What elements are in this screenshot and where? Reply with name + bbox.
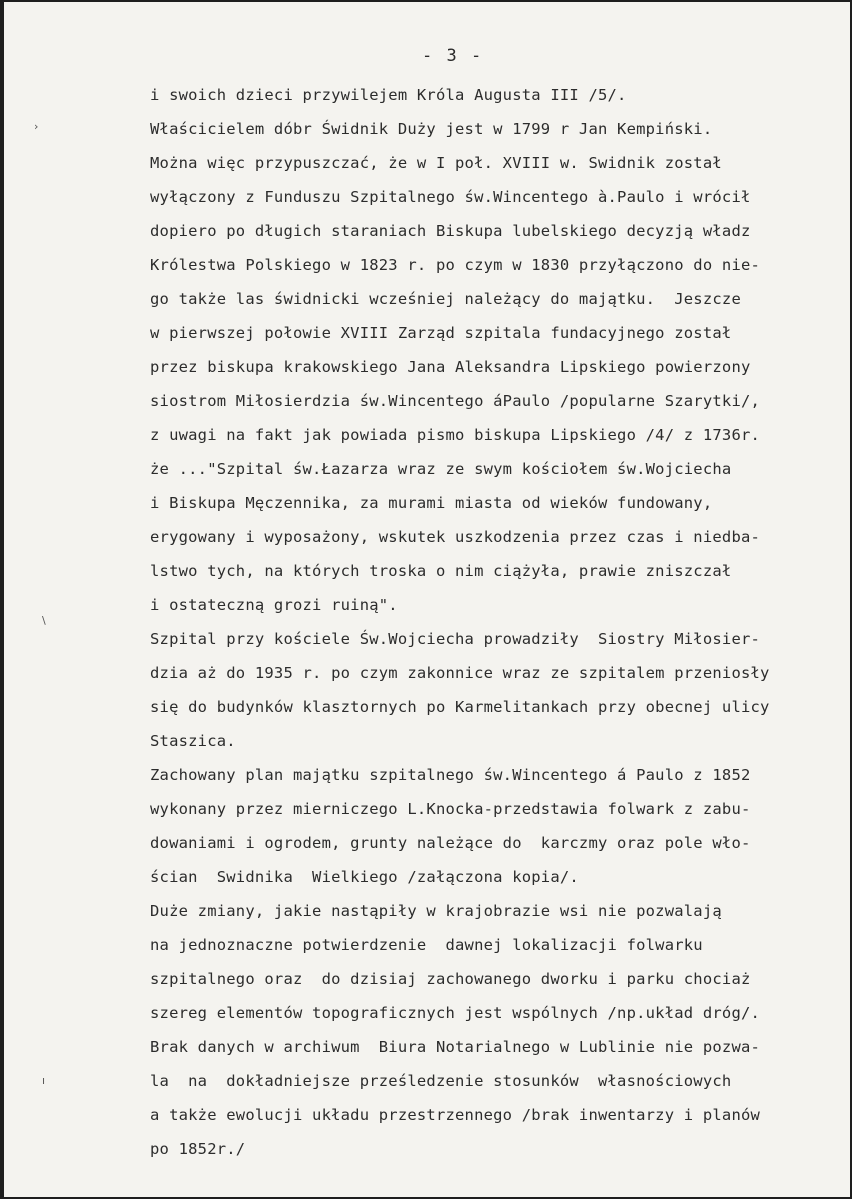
text-line: w pierwszej połowie XVIII Zarząd szpitala fundacyjnego został (150, 324, 732, 342)
text-line: go także las świdnicki wcześniej należący do majątku. Jeszcze (150, 290, 741, 308)
margin-tick-mark: \ (42, 614, 46, 627)
text-line: erygowany i wyposażony, wskutek uszkodzenia przez czas i niedba- (150, 528, 761, 546)
text-line: Królestwa Polskiego w 1823 r. po czym w 1830 przyłączono do nie- (150, 256, 761, 274)
text-line: że ..."Szpital św.Łazarza wraz ze swym kościołem św.Wojciecha (150, 460, 732, 478)
text-line: szpitalnego oraz do dzisiaj zachowanego dworku i parku chociaż (150, 970, 751, 988)
text-line: a także ewolucji układu przestrzennego /brak inwentarzy i planów (150, 1106, 761, 1124)
text-line: Staszica. (150, 732, 236, 750)
text-line: się do budynków klasztornych po Karmelitankach przy obecnej ulicy (150, 698, 770, 716)
text-line: i ostateczną grozi ruiną". (150, 596, 398, 614)
text-line: Można więc przypuszczać, że w I poł. XVIII w. Swidnik został (150, 154, 722, 172)
text-line: ścian Swidnika Wielkiego /załączona kopia/. (150, 868, 579, 886)
text-line: siostrom Miłosierdzia św.Wincentego áPaulo /popularne Szarytki/, (150, 392, 761, 410)
text-line: na jednoznaczne potwierdzenie dawnej lokalizacji folwarku (150, 936, 703, 954)
text-line: szereg elementów topograficznych jest wspólnych /np.układ dróg/. (150, 1004, 761, 1022)
text-line: i swoich dzieci przywilejem Króla Augusta III /5/. (150, 86, 627, 104)
text-line: wykonany przez mierniczego L.Knocka-przedstawia folwark z zabu- (150, 800, 751, 818)
document-page (4, 2, 850, 1197)
margin-tick-mark: › (34, 120, 39, 133)
text-line: i Biskupa Męczennika, za murami miasta od wieków fundowany, (150, 494, 713, 512)
text-line: Właścicielem dóbr Świdnik Duży jest w 1799 r Jan Kempiński. (150, 120, 713, 138)
text-line: dzia aż do 1935 r. po czym zakonnice wraz ze szpitalem przeniosły (150, 664, 770, 682)
text-line: dopiero po długich staraniach Biskupa lubelskiego decyzją władz (150, 222, 751, 240)
text-line: lstwo tych, na których troska o nim ciążyła, prawie zniszczał (150, 562, 732, 580)
text-line: Brak danych w archiwum Biura Notarialnego w Lublinie nie pozwa- (150, 1038, 761, 1056)
text-line: wyłączony z Funduszu Szpitalnego św.Wincentego à.Paulo i wrócił (150, 188, 751, 206)
text-line: z uwagi na fakt jak powiada pismo biskupa Lipskiego /4/ z 1736r. (150, 426, 761, 444)
text-line: Zachowany plan majątku szpitalnego św.Wincentego á Paulo z 1852 (150, 766, 751, 784)
text-line: przez biskupa krakowskiego Jana Aleksandra Lipskiego powierzony (150, 358, 751, 376)
page-number: - 3 - (422, 46, 484, 66)
text-line: dowaniami i ogrodem, grunty należące do karczmy oraz pole wło- (150, 834, 751, 852)
margin-tick-mark: ı (42, 1074, 46, 1087)
text-line: la na dokładniejsze prześledzenie stosunków własnościowych (150, 1072, 732, 1090)
text-line: Szpital przy kościele Św.Wojciecha prowadziły Siostry Miłosier- (150, 630, 761, 648)
text-line: Duże zmiany, jakie nastąpiły w krajobrazie wsi nie pozwalają (150, 902, 722, 920)
text-line: po 1852r./ (150, 1140, 246, 1158)
